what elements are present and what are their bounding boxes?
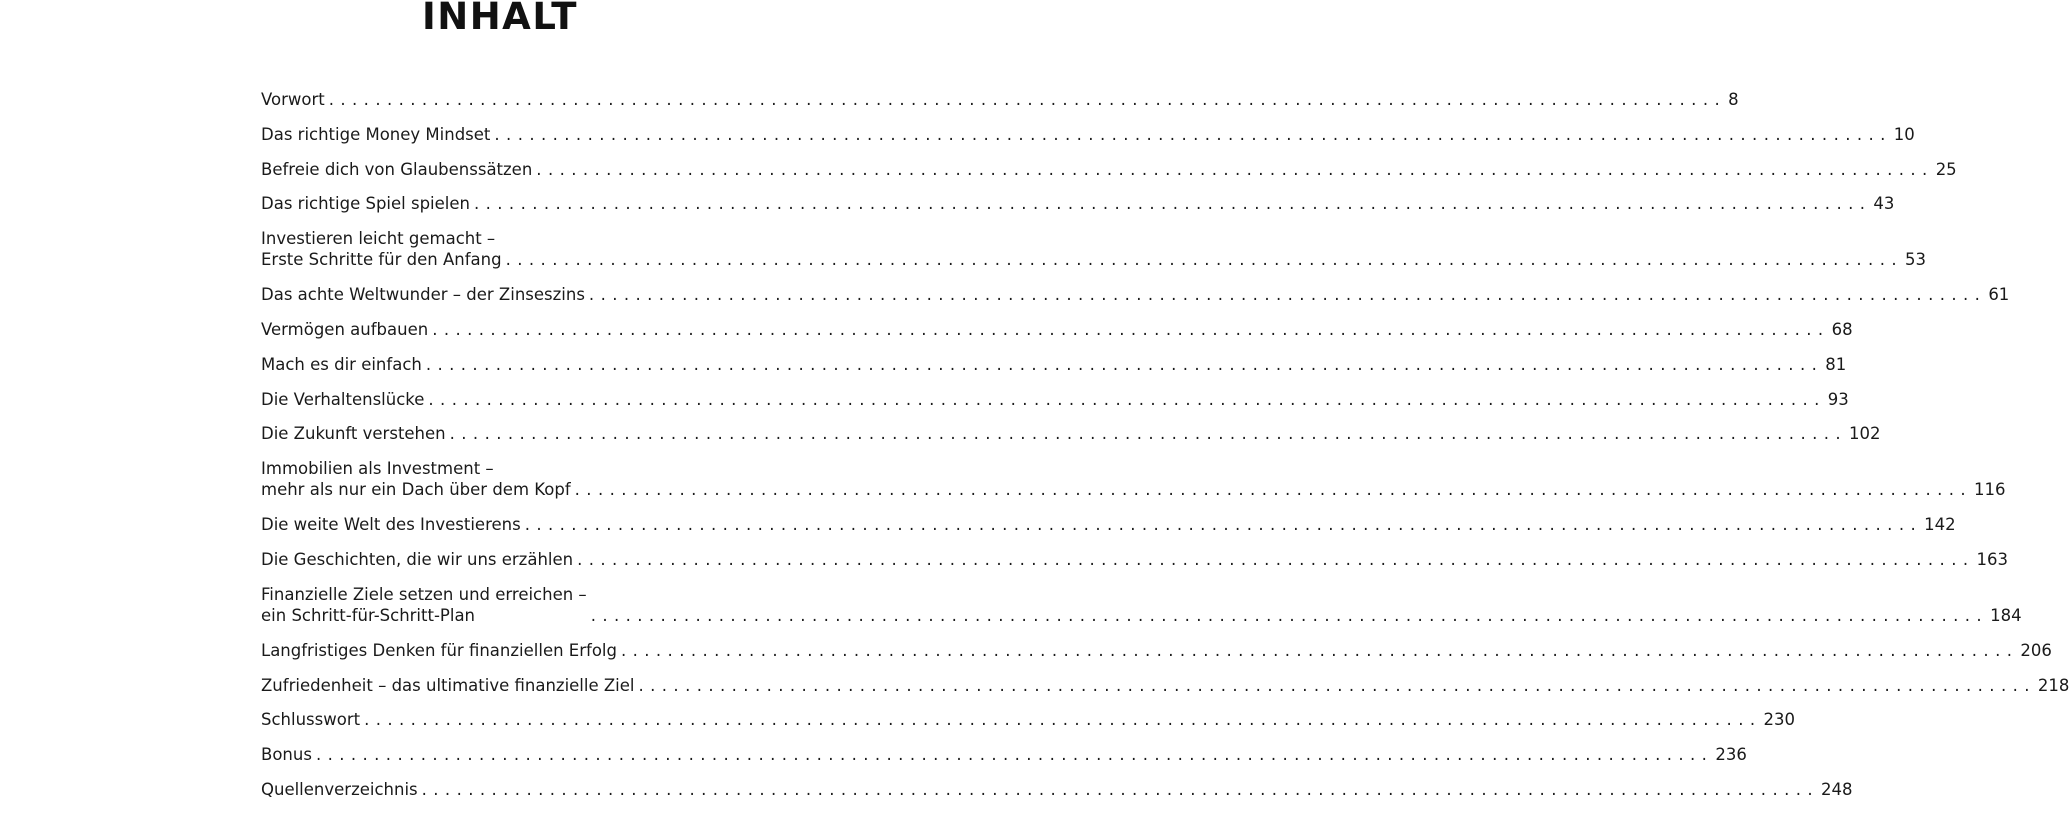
toc-entry-title-line: Die Geschichten, die wir uns erzählen: [261, 549, 574, 569]
toc-entry-page-number: 8: [1728, 90, 1739, 109]
toc-entry[interactable]: [261, 458, 2006, 500]
toc-entry-page-number: 102: [1849, 424, 1881, 444]
toc-entry-title-line: Schlusswort: [261, 710, 361, 730]
toc-entry[interactable]: [261, 389, 1849, 410]
toc-entry-title-line: Investieren leicht gemacht –: [261, 229, 496, 249]
dot-leader: ........................................................................................................................: [590, 605, 1989, 625]
toc-entry-title-line: Bonus: [261, 745, 312, 765]
toc-entry-title: [261, 675, 635, 696]
toc-entry-title: [261, 744, 312, 765]
toc-entry[interactable]: [261, 549, 2008, 570]
toc-entry[interactable]: [261, 640, 2052, 661]
toc-entry-title: [261, 779, 418, 800]
toc-entry-title: [261, 514, 521, 535]
toc-entry-title: [261, 124, 490, 145]
toc-entry-title: [261, 709, 360, 730]
toc-entry-title: [261, 584, 587, 626]
dot-leader: ........................................................................................................................: [425, 354, 1824, 374]
dot-leader: ........................................................................................................................: [620, 640, 2019, 660]
toc-entry-title: [261, 159, 532, 180]
toc-entry-page-number: 142: [1924, 515, 1956, 535]
toc-entry-title-line: Erste Schritte für den Anfang: [261, 250, 502, 270]
dot-leader: ........................................................................................................................: [364, 710, 1762, 730]
toc-entry-title-line: Langfristiges Denken für finanziellen Erfolg: [261, 640, 617, 660]
toc-entry-title: [261, 354, 422, 375]
toc-entry-title-line: Mach es dir einfach: [261, 354, 422, 374]
dot-leader: ........................................................................................................................: [449, 424, 1848, 444]
toc-entry-title: [261, 549, 573, 570]
toc-entry-page-number: 236: [1715, 745, 1747, 765]
toc-entry-page-number: 116: [1974, 480, 2006, 500]
toc-entry-page-number: 43: [1873, 194, 1895, 214]
toc-entry[interactable]: [261, 514, 1956, 535]
dot-leader: ........................................................................................................................: [505, 250, 1903, 270]
toc-entry-title: [261, 193, 470, 214]
dot-leader: ........................................................................................................................: [574, 480, 1973, 500]
toc-entry-page-number: 10: [1893, 124, 1915, 144]
toc-entry-page-number: 61: [1988, 285, 2010, 305]
table-of-contents: [261, 89, 2069, 814]
toc-entry-page-number: 81: [1825, 354, 1847, 374]
toc-entry-page-number: 230: [1763, 710, 1795, 730]
toc-entry-page-number: 93: [1827, 389, 1849, 409]
toc-entry-title-line: Die Zukunft verstehen: [261, 424, 446, 444]
toc-entry-title: [261, 284, 585, 305]
toc-entry-title: [261, 319, 428, 340]
toc-entry-title-line: mehr als nur ein Dach über dem Kopf: [261, 480, 571, 500]
toc-entry-title-line: Die weite Welt des Investierens: [261, 515, 521, 535]
toc-entry-page-number: 163: [1976, 549, 2008, 569]
dot-leader: ........................................................................................................................: [638, 675, 2036, 695]
dot-leader: ........................................................................................................................: [432, 319, 1830, 339]
toc-entry-page-number: 25: [1935, 159, 1957, 179]
toc-entry-page-number: 53: [1905, 250, 1926, 270]
toc-entry[interactable]: [261, 675, 2069, 696]
toc-entry-page-number: 184: [1990, 605, 2022, 625]
page-title: INHALT: [421, 0, 579, 38]
toc-entry-page-number: 248: [1821, 779, 1853, 799]
toc-entry-page-number: 206: [2020, 640, 2052, 660]
toc-entry[interactable]: [261, 193, 1895, 214]
toc-entry-title-line: Das richtige Spiel spielen: [261, 194, 470, 214]
toc-entry[interactable]: [261, 354, 1847, 375]
toc-entry-page-number: 218: [2037, 675, 2069, 695]
toc-entry-page-number: 68: [1831, 319, 1853, 339]
dot-leader: ........................................................................................................................: [494, 124, 1892, 144]
toc-entry-title-line: Das achte Weltwunder – der Zinseszins: [261, 285, 585, 305]
toc-entry-title-line: Vermögen aufbauen: [261, 319, 429, 339]
toc-entry-title: [261, 389, 424, 410]
toc-entry-title-line: Zufriedenheit – das ultimative finanzielle Ziel: [261, 675, 635, 695]
toc-entry[interactable]: [261, 779, 1853, 800]
toc-entry-title-line: Vorwort: [261, 90, 325, 109]
dot-leader: ........................................................................................................................: [428, 389, 1826, 409]
toc-entry-title: [261, 89, 325, 110]
toc-entry-title: [261, 228, 502, 270]
toc-entry[interactable]: [261, 584, 2022, 626]
toc-entry-title-line: Die Verhaltenslücke: [261, 389, 425, 409]
toc-entry[interactable]: [261, 744, 1747, 765]
toc-entry-title: [261, 423, 446, 444]
dot-leader: ........................................................................................................................: [577, 549, 1975, 569]
toc-entry-title-line: Das richtige Money Mindset: [261, 124, 491, 144]
dot-leader: ........................................................................................................................: [588, 285, 1987, 305]
dot-leader: ........................................................................................................................: [421, 779, 1820, 799]
toc-entry-title-line: Finanzielle Ziele setzen und erreichen –: [261, 584, 587, 604]
toc-entry[interactable]: [261, 124, 1915, 145]
toc-entry-title: [261, 640, 617, 661]
toc-entry-title: [261, 458, 571, 500]
toc-entry-title-line: Quellenverzeichnis: [261, 779, 418, 799]
toc-entry[interactable]: [261, 228, 1926, 270]
toc-entry[interactable]: [261, 89, 1739, 110]
toc-entry[interactable]: [261, 423, 1881, 444]
dot-leader: ........................................................................................................................: [524, 515, 1923, 535]
toc-entry[interactable]: [261, 319, 1853, 340]
dot-leader: ........................................................................................................................: [536, 159, 1934, 179]
dot-leader: ........................................................................................................................: [328, 90, 1727, 109]
dot-leader: ........................................................................................................................: [474, 194, 1872, 214]
toc-entry[interactable]: [261, 159, 1957, 180]
dot-leader: ........................................................................................................................: [315, 745, 1714, 765]
toc-entry-title-line: Befreie dich von Glaubenssätzen: [261, 159, 533, 179]
toc-entry-title-line: Immobilien als Investment –: [261, 459, 494, 479]
toc-entry[interactable]: [261, 284, 2010, 305]
toc-entry[interactable]: [261, 709, 1795, 730]
toc-entry-title-line: ein Schritt-für-Schritt-Plan: [261, 605, 476, 625]
